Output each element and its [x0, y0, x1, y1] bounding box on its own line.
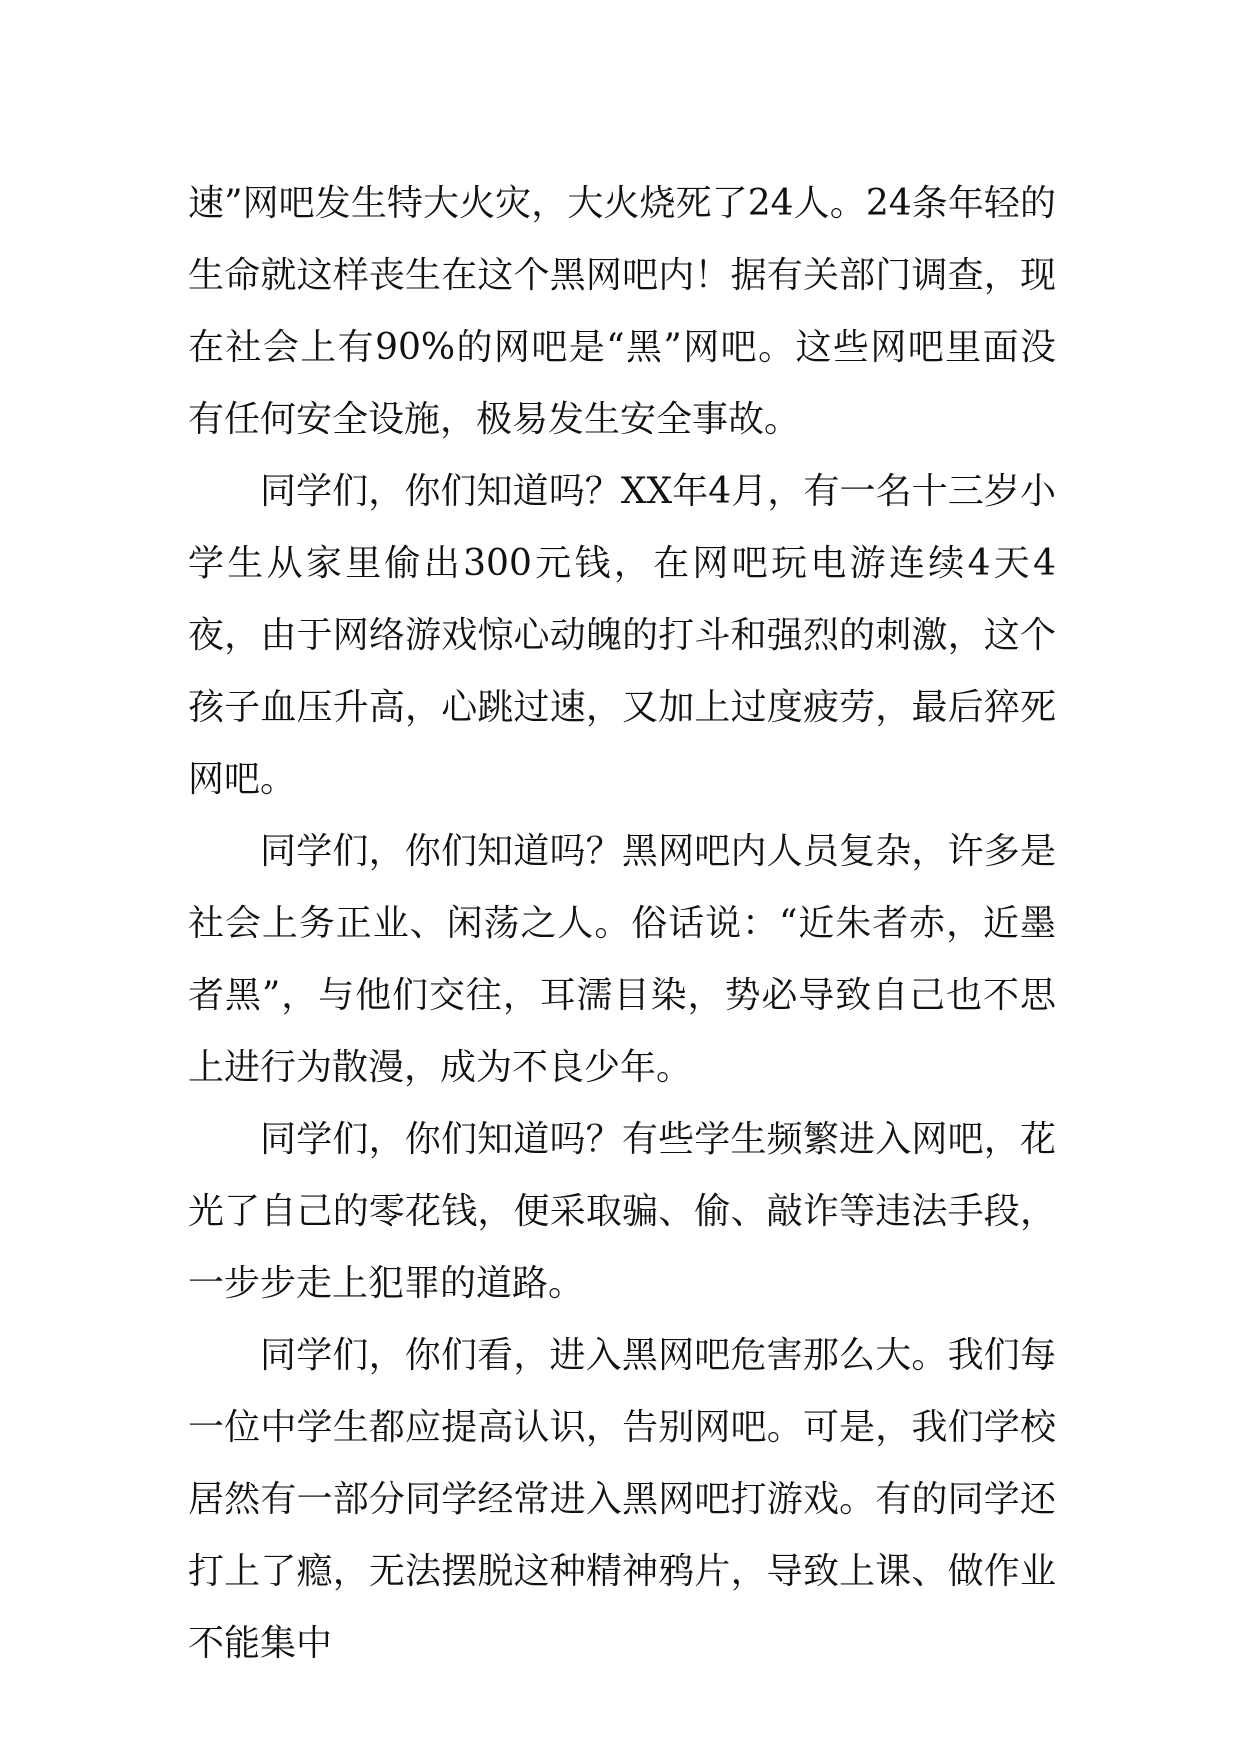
paragraph-4: 同学们，你们知道吗？有些学生频繁进入网吧，花光了自己的零花钱，便采取骗、偷、敲诈等违法手段，一步步走上犯罪的道路。 — [188, 1119, 1056, 1304]
paragraph-1: 速”网吧发生特大火灾，大火烧死了24人。24条年轻的生命就这样丧生在这个黑网吧内！据有关部门调查，现在社会上有90%的网吧是“黑”网吧。这些网吧里面没有任何安全设施，极易发生安全事故。 — [188, 183, 1056, 440]
body-text — [188, 168, 1056, 1680]
paragraph-2: 同学们，你们知道吗？XX年4月，有一名十三岁小学生从家里偷出300元钱，在网吧玩电游连续4天4夜，由于网络游戏惊心动魄的打斗和强烈的刺激，这个孩子血压升高，心跳过速，又加上过度疲劳，最后猝死网吧。 — [188, 471, 1056, 800]
paragraph-5: 同学们，你们看，进入黑网吧危害那么大。我们每一位中学生都应提高认识，告别网吧。可是，我们学校居然有一部分同学经常进入黑网吧打游戏。有的同学还打上了瘾，无法摆脱这种精神鸦片，导致上课、做作业不能集中 — [188, 1335, 1056, 1664]
paragraph-3: 同学们，你们知道吗？黑网吧内人员复杂，许多是社会上务正业、闲荡之人。俗话说：“近朱者赤，近墨者黑”，与他们交往，耳濡目染，势必导致自己也不思上进行为散漫，成为不良少年。 — [188, 831, 1056, 1088]
